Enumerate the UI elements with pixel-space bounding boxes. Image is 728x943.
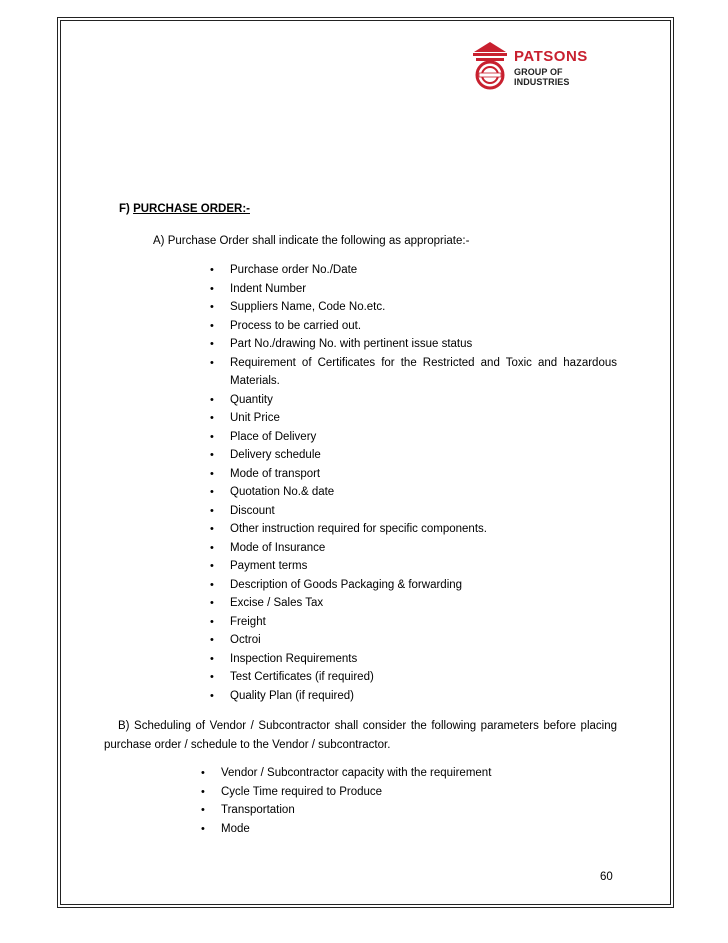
bullet-icon: • — [201, 785, 205, 798]
list-item-text: Vendor / Subcontractor capacity with the requirement — [221, 767, 492, 779]
list-item — [205, 354, 617, 391]
list-item — [205, 465, 617, 484]
list-item — [205, 280, 617, 299]
list-item-text: Indent Number — [230, 282, 307, 295]
list-item-text: Suppliers Name, Code No.etc. — [230, 301, 386, 313]
list-item-text: Excise / Sales Tax — [230, 597, 324, 609]
bullet-icon: • — [210, 541, 214, 554]
list-item — [205, 594, 617, 613]
list-item-text: Place of Delivery — [230, 430, 317, 443]
scheduling-items-list — [196, 764, 616, 838]
list-item — [205, 613, 617, 632]
section-heading — [119, 203, 250, 215]
list-item-text: Freight — [230, 615, 266, 628]
bullet-icon: • — [210, 319, 214, 332]
bullet-icon: • — [210, 338, 214, 350]
bullet-icon: • — [210, 393, 214, 406]
list-item — [196, 820, 616, 839]
bullet-icon: • — [201, 767, 205, 779]
company-logo — [470, 40, 620, 92]
patsons-emblem-icon — [470, 40, 510, 92]
bullet-icon: • — [210, 615, 214, 628]
list-item — [205, 650, 617, 669]
list-item — [205, 261, 617, 280]
list-item-text: Delivery schedule — [230, 449, 321, 461]
bullet-icon: • — [210, 523, 214, 535]
list-item-text: Discount — [230, 504, 275, 517]
scheduling-paragraph — [104, 717, 617, 754]
logo-tagline: GROUP OF INDUSTRIES — [514, 67, 570, 87]
bullet-icon: • — [210, 671, 214, 683]
list-item — [205, 687, 617, 706]
bullet-icon: • — [210, 560, 214, 572]
list-item — [205, 335, 617, 354]
bullet-icon: • — [210, 449, 214, 461]
list-item-text: Inspection Requirements — [230, 652, 358, 665]
list-item-text: Mode — [221, 822, 250, 835]
bullet-icon: • — [201, 804, 205, 816]
bullet-icon: • — [210, 486, 214, 498]
bullet-icon: • — [210, 356, 214, 369]
list-item — [205, 298, 617, 317]
list-item — [196, 801, 616, 820]
section-title: PURCHASE ORDER:- — [133, 203, 250, 215]
list-item — [205, 631, 617, 650]
page-number: 60 — [600, 871, 613, 883]
list-item — [205, 391, 617, 410]
bullet-icon: • — [210, 504, 214, 517]
bullet-icon: • — [210, 301, 214, 313]
list-item — [205, 557, 617, 576]
list-item-text: Transportation — [221, 804, 295, 816]
list-item — [205, 409, 617, 428]
list-item — [196, 764, 616, 783]
list-item-text: Quotation No.& date — [230, 486, 335, 498]
list-item-text: Unit Price — [230, 412, 280, 424]
bullet-icon: • — [210, 652, 214, 665]
list-item-text: Test Certificates (if required) — [230, 671, 374, 683]
bullet-icon: • — [210, 578, 214, 591]
list-item-text: Payment terms — [230, 560, 308, 572]
list-item-text: Quantity — [230, 393, 273, 406]
list-item-text: Purchase order No./Date — [230, 264, 358, 276]
section-prefix: F) — [119, 203, 130, 215]
bullet-icon: • — [210, 412, 214, 424]
list-item-text: Process to be carried out. — [230, 319, 362, 332]
bullet-icon: • — [210, 634, 214, 646]
list-item-text: Cycle Time required to Produce — [221, 785, 383, 798]
bullet-icon: • — [210, 282, 214, 295]
list-item-text: Requirement of Certificates for the Restricted and Toxic and hazardous Materials. — [230, 356, 617, 387]
list-item — [205, 428, 617, 447]
list-item-text: Description of Goods Packaging & forwarding — [230, 578, 463, 591]
logo-brand-name: PATSONS — [514, 48, 588, 65]
scheduling-text: B) Scheduling of Vendor / Subcontractor shall consider the following parameters before placing purchase order / schedule to the Vendor / subcontractor. — [104, 720, 617, 751]
intro-paragraph: A) Purchase Order shall indicate the following as appropriate:- — [153, 235, 470, 247]
list-item-text: Mode of transport — [230, 467, 321, 480]
list-item — [205, 317, 617, 336]
list-item-text: Other instruction required for specific components. — [230, 523, 487, 535]
list-item — [205, 668, 617, 687]
list-item-text: Part No./drawing No. with pertinent issue status — [230, 338, 473, 350]
bullet-icon: • — [210, 430, 214, 443]
list-item-text: Mode of Insurance — [230, 541, 326, 554]
list-item-text: Octroi — [230, 634, 261, 646]
list-item — [205, 520, 617, 539]
list-item — [205, 483, 617, 502]
list-item — [205, 539, 617, 558]
bullet-icon: • — [210, 264, 214, 276]
purchase-order-items-list — [205, 261, 617, 705]
bullet-icon: • — [210, 597, 214, 609]
list-item-text: Quality Plan (if required) — [230, 689, 354, 702]
list-item — [205, 502, 617, 521]
list-item — [196, 783, 616, 802]
bullet-icon: • — [201, 822, 205, 835]
bullet-icon: • — [210, 689, 214, 702]
bullet-icon: • — [210, 467, 214, 480]
list-item — [205, 576, 617, 595]
list-item — [205, 446, 617, 465]
